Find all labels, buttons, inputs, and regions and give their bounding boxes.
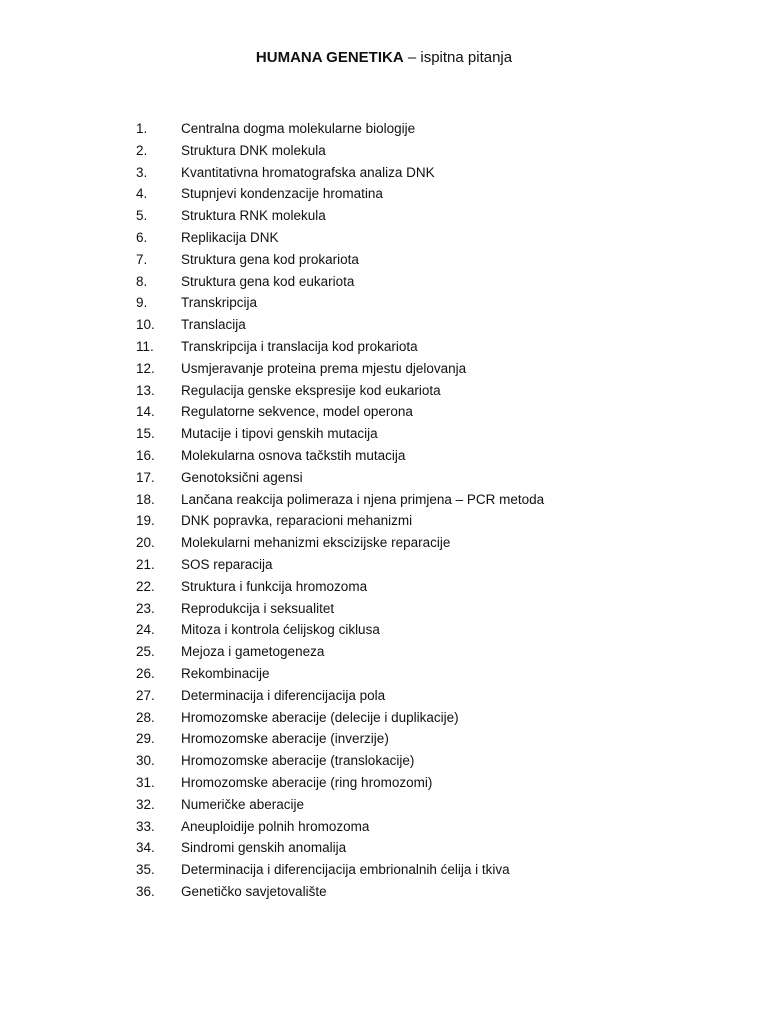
list-item xyxy=(0,641,768,663)
list-item xyxy=(0,423,768,445)
list-item xyxy=(0,728,768,750)
item-text: SOS reparacija xyxy=(181,556,273,572)
list-item xyxy=(0,162,768,184)
item-number: 25. xyxy=(136,644,155,660)
item-number: 10. xyxy=(136,317,155,333)
list-item xyxy=(0,707,768,729)
list-item xyxy=(0,358,768,380)
item-text: Regulatorne sekvence, model operona xyxy=(181,404,413,420)
item-text: Transkripcija i translacija kod prokariota xyxy=(181,338,418,354)
item-text: Struktura gena kod prokariota xyxy=(181,251,359,267)
list-item xyxy=(0,205,768,227)
list-item xyxy=(0,576,768,598)
item-text: Hromozomske aberacije (inverzije) xyxy=(181,731,389,747)
item-number: 14. xyxy=(136,404,155,420)
list-item xyxy=(0,380,768,402)
list-item xyxy=(0,750,768,772)
list-item xyxy=(0,183,768,205)
list-item xyxy=(0,445,768,467)
list-item xyxy=(0,227,768,249)
item-number: 4. xyxy=(136,186,148,202)
item-number: 22. xyxy=(136,578,155,594)
item-text: DNK popravka, reparacioni mehanizmi xyxy=(181,513,413,529)
item-number: 28. xyxy=(136,709,155,725)
item-number: 24. xyxy=(136,622,155,638)
list-item xyxy=(0,314,768,336)
item-text: Regulacija genske ekspresije kod eukariota xyxy=(181,382,441,398)
item-text: Mejoza i gametogeneza xyxy=(181,644,325,660)
item-text: Sindromi genskih anomalija xyxy=(181,840,347,856)
item-text: Numeričke aberacije xyxy=(181,796,305,812)
item-text: Rekombinacije xyxy=(181,665,270,681)
list-item xyxy=(0,794,768,816)
item-text: Hromozomske aberacije (translokacije) xyxy=(181,753,415,769)
item-text: Molekularni mehanizmi ekscizijske reparacije xyxy=(181,535,451,551)
title-bold: HUMANA GENETIKA xyxy=(255,49,404,66)
item-text: Determinacija i diferencijacija pola xyxy=(181,687,386,703)
item-text: Struktura DNK molekula xyxy=(181,142,326,158)
item-text: Mitoza i kontrola ćelijskog ciklusa xyxy=(181,622,380,638)
title-rest: – ispitna pitanja xyxy=(403,49,513,66)
item-number: 34. xyxy=(136,840,155,856)
item-number: 26. xyxy=(136,665,155,681)
list-item xyxy=(0,816,768,838)
list-item xyxy=(0,118,768,140)
item-number: 27. xyxy=(136,687,155,703)
item-number: 8. xyxy=(136,273,148,289)
item-number: 36. xyxy=(136,883,155,899)
list-item xyxy=(0,554,768,576)
list-item xyxy=(0,489,768,511)
item-text: Lančana reakcija polimeraza i njena primjena – PCR metoda xyxy=(181,491,545,507)
item-text: Struktura RNK molekula xyxy=(181,208,326,224)
item-number: 9. xyxy=(136,295,148,311)
item-text: Struktura i funkcija hromozoma xyxy=(181,578,368,594)
item-number: 30. xyxy=(136,753,155,769)
item-text: Determinacija i diferencijacija embrionalnih ćelija i tkiva xyxy=(181,862,510,878)
item-text: Aneuploidije polnih hromozoma xyxy=(181,818,370,834)
page-title xyxy=(0,48,768,68)
item-text: Hromozomske aberacije (delecije i duplikacije) xyxy=(181,709,459,725)
item-text: Mutacije i tipovi genskih mutacija xyxy=(181,426,378,442)
item-text: Centralna dogma molekularne biologije xyxy=(181,121,416,136)
item-text: Translacija xyxy=(181,317,246,333)
item-number: 35. xyxy=(136,862,155,878)
list-item xyxy=(0,336,768,358)
list-item xyxy=(0,140,768,162)
item-text: Genetičko savjetovalište xyxy=(181,883,327,899)
item-number: 3. xyxy=(136,164,148,180)
item-number: 29. xyxy=(136,731,155,747)
question-list xyxy=(0,118,768,903)
item-number: 17. xyxy=(136,469,155,485)
list-item xyxy=(0,532,768,554)
list-item xyxy=(0,881,768,903)
item-number: 23. xyxy=(136,600,155,616)
item-text: Transkripcija xyxy=(181,295,258,311)
item-number: 33. xyxy=(136,818,155,834)
list-item xyxy=(0,619,768,641)
item-text: Struktura gena kod eukariota xyxy=(181,273,355,289)
item-number: 13. xyxy=(136,382,155,398)
list-item xyxy=(0,467,768,489)
item-number: 6. xyxy=(136,229,148,245)
item-number: 5. xyxy=(136,208,148,224)
item-number: 15. xyxy=(136,426,155,442)
list-item xyxy=(0,401,768,423)
item-number: 32. xyxy=(136,796,155,812)
item-text: Reprodukcija i seksualitet xyxy=(181,600,335,616)
list-item xyxy=(0,772,768,794)
item-number: 21. xyxy=(136,556,155,572)
list-item xyxy=(0,292,768,314)
list-item xyxy=(0,685,768,707)
list-item xyxy=(0,510,768,532)
item-text: Usmjeravanje proteina prema mjestu djelovanja xyxy=(181,360,467,376)
item-number: 11. xyxy=(136,338,154,354)
item-number: 20. xyxy=(136,535,155,551)
item-number: 19. xyxy=(136,513,155,529)
list-item xyxy=(0,249,768,271)
item-text: Replikacija DNK xyxy=(181,229,279,245)
item-number: 12. xyxy=(136,360,155,376)
item-number: 2. xyxy=(136,142,148,158)
list-item xyxy=(0,859,768,881)
item-number: 16. xyxy=(136,447,155,463)
list-item xyxy=(0,598,768,620)
item-number: 7. xyxy=(136,251,148,267)
item-number: 1. xyxy=(136,121,148,136)
item-text: Molekularna osnova tačkstih mutacija xyxy=(181,447,406,463)
list-item xyxy=(0,271,768,293)
list-item xyxy=(0,663,768,685)
item-text: Stupnjevi kondenzacije hromatina xyxy=(181,186,383,202)
list-item xyxy=(0,837,768,859)
item-number: 31. xyxy=(136,774,155,790)
item-text: Kvantitativna hromatografska analiza DNK xyxy=(181,164,435,180)
item-text: Genotoksični agensi xyxy=(181,469,303,485)
item-text: Hromozomske aberacije (ring hromozomi) xyxy=(181,774,433,790)
item-number: 18. xyxy=(136,491,155,507)
